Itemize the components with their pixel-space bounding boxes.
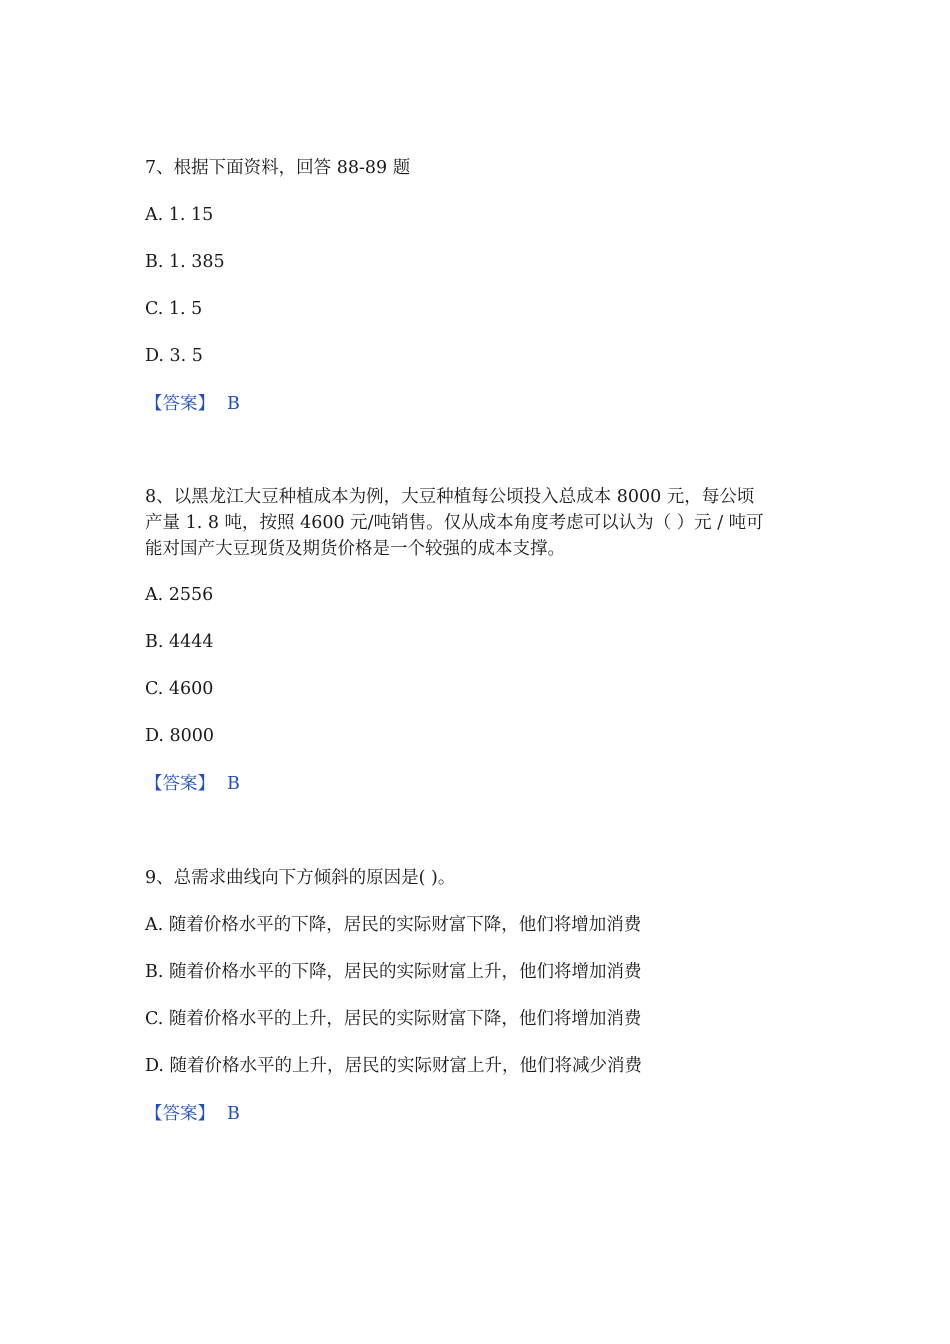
question-7-option-c: C. 1. 5 xyxy=(145,299,203,319)
answer-value: B xyxy=(227,394,240,414)
question-8-stem-line-1: 8、以黑龙江大豆种植成本为例，大豆种植每公顷投入总成本 8000 元，每公顷 xyxy=(145,487,755,507)
question-9-option-d: D. 随着价格水平的上升，居民的实际财富上升，他们将减少消费 xyxy=(145,1056,643,1076)
question-7-option-d: D. 3. 5 xyxy=(145,346,203,366)
question-9-option-a: A. 随着价格水平的下降，居民的实际财富下降，他们将增加消费 xyxy=(145,915,642,935)
question-8-answer xyxy=(145,772,825,796)
question-8-option-a: A. 2556 xyxy=(145,585,214,605)
question-8-option-b: B. 4444 xyxy=(145,632,214,652)
question-8-option-c: C. 4600 xyxy=(145,679,214,699)
question-9-answer xyxy=(145,1102,825,1126)
answer-value: B xyxy=(227,774,240,794)
question-8-option-d: D. 8000 xyxy=(145,726,215,746)
question-8-stem-line-2: 产量 1. 8 吨，按照 4600 元/吨销售。仅从成本角度考虑可以认为（ ）元 / 吨可 xyxy=(145,513,764,533)
answer-label: 【答案】 xyxy=(145,1104,215,1124)
question-9-stem: 9、总需求曲线向下方倾斜的原因是( )。 xyxy=(145,868,456,888)
answer-value: B xyxy=(227,1104,240,1124)
question-8-stem-line-3: 能对国产大豆现货及期货价格是一个较强的成本支撑。 xyxy=(145,539,565,559)
answer-label: 【答案】 xyxy=(145,774,215,794)
question-9-option-c: C. 随着价格水平的上升，居民的实际财富下降，他们将增加消费 xyxy=(145,1009,642,1029)
answer-label: 【答案】 xyxy=(145,394,215,414)
question-9-option-b: B. 随着价格水平的下降，居民的实际财富上升，他们将增加消费 xyxy=(145,962,642,982)
question-7-option-b: B. 1. 385 xyxy=(145,252,225,272)
question-7-stem: 7、根据下面资料，回答 88-89 题 xyxy=(145,158,411,178)
question-7-option-a: A. 1. 15 xyxy=(145,205,214,225)
question-7-answer xyxy=(145,392,825,416)
